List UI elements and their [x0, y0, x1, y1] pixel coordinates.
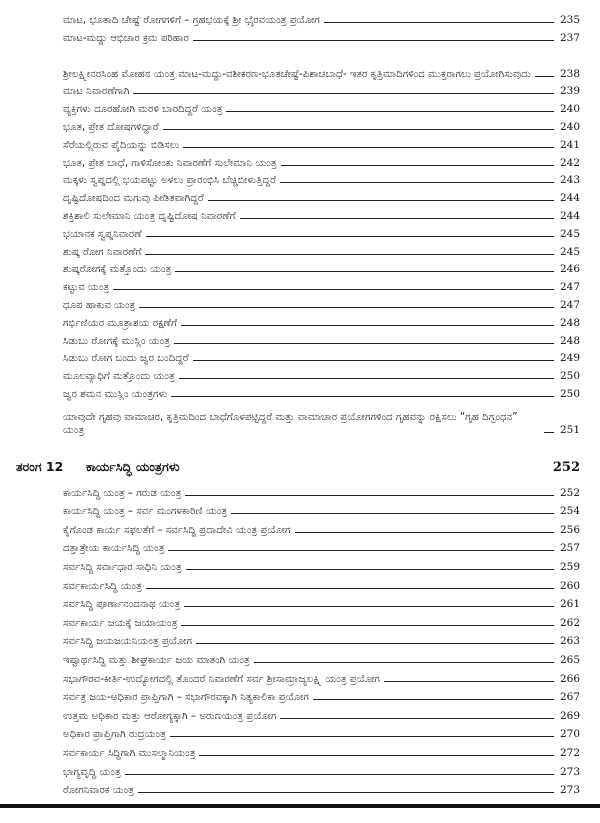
leader-line	[313, 699, 554, 700]
toc-entry-page: 243	[559, 174, 580, 187]
toc-entry-page: 244	[559, 192, 580, 205]
toc-entry-title: ಸೆರೆಯಲ್ಲಿರುವ ಪೈದಿಯನ್ನು ಬಿಡಿಸಲು	[63, 139, 183, 152]
toc-entry	[0, 116, 600, 134]
toc-entry	[0, 667, 600, 686]
toc-entry-title: ಸರ್ವಸಿದ್ಧಿ ಜಯಜಯನಿಯಂತ್ರ ಪ್ರಯೋಗ	[63, 635, 196, 648]
toc-entry-page: 248	[559, 334, 580, 347]
toc-entry-page: 248	[559, 316, 580, 329]
leader-line	[535, 76, 554, 77]
toc-entry-page: 246	[559, 263, 580, 276]
toc-entry-title: ಕೈಗೊಂಡ ಕಾರ್ಯ ಸಫಲತೆಗೆ – ಸರ್ವಸಿದ್ಧಿ ಪ್ರದಾದೇವಿ ಯಂತ್ರ ಪ್ರಯೋಗ	[63, 524, 295, 537]
toc-entry	[0, 723, 600, 742]
toc-entry-page: 240	[559, 103, 580, 116]
toc-entry	[0, 27, 600, 45]
toc-entry	[0, 686, 600, 705]
leader-line	[254, 662, 554, 663]
toc-entry-title: ಭಾಗ್ಯವೃದ್ಧಿ ಯಂತ್ರ	[63, 766, 125, 779]
toc-entry-page: 244	[559, 209, 580, 222]
toc-entry-page: 249	[559, 352, 580, 365]
toc-entry	[0, 9, 600, 27]
leader-line	[240, 218, 554, 219]
leader-line	[324, 22, 554, 23]
chapter-page-number: 252	[552, 459, 580, 475]
toc-entry-title: ಸರ್ವಕಾರ್ಯ ಜಯಕ್ಕೆ ಜಯಾಯಂತ್ರ	[63, 617, 181, 630]
leader-line	[174, 343, 554, 344]
toc-entry	[0, 187, 600, 205]
leader-line	[384, 681, 554, 682]
toc-entry-page: 238	[559, 67, 580, 80]
toc-entry	[0, 401, 600, 437]
toc-entry-page: 266	[559, 672, 580, 685]
toc-entry-title: ಶಕ್ತಿಶಾಲಿ ಸುಲೇಮಾನಿ ಯಂತ್ರ ದೃಷ್ಟಿದೋಷ ನಿವಾರಣೆಗೆ	[63, 210, 240, 223]
toc-entry-title: ಗರ್ಭಿಣಿಯರ ಮೂತ್ರಾಶಯ ರಕ್ಷಣೆಗೆ	[63, 317, 181, 330]
chapter-title: ಕಾರ್ಯಸಿದ್ಧಿ ಯಂತ್ರಗಳು	[86, 459, 180, 474]
toc-entry-page: 242	[559, 156, 580, 169]
leader-line	[544, 432, 554, 433]
toc-entry-title: ಜ್ವರ ಶಮನ ಮುಸ್ಲಿಂ ಯಂತ್ರಗಳು	[63, 388, 171, 401]
toc-entry-page: 245	[559, 227, 580, 240]
leader-line	[113, 289, 554, 290]
toc-entry	[0, 611, 600, 630]
leader-line	[181, 625, 554, 626]
toc-entry-title: ಸರ್ವಸಿದ್ಧಿ ಪೂರ್ಣಾನಂದನಾಥ ಯಂತ್ರ	[63, 598, 184, 611]
toc-entry	[0, 98, 600, 116]
toc-entry-page: 273	[559, 784, 580, 797]
toc-entry-page: 257	[559, 542, 580, 555]
toc-entry-page: 256	[559, 523, 580, 536]
toc-entry-page: 252	[559, 486, 580, 499]
leader-line	[184, 606, 554, 607]
toc-entry-title: ಶ್ರೀಲಕ್ಷ್ಮೀನರಸಿಂಹ ಮೋಹನ ಯಂತ್ರ ಮಾಟ-ಮದ್ದು-ವಶೀಕರಣ-ಭೂತಚೇಷ್ಟೆ-ಪಿಶಾಚಬಾಧೆ- ಇತರ ಕೃತ್ರಿಮಾದಿಗಳಿಂದ ಮುಕ್ತರಾಗಲು ಪ್ರಯೋಗಿಸುವುದು	[63, 68, 535, 81]
toc-entry-page: 269	[559, 709, 580, 722]
toc-entry	[0, 555, 600, 574]
toc-entry-title: ಸರ್ವಕಾರ್ಯ ಸಿದ್ಧಿಗಾಗಿ ಮುಸಲ್ಮಾನಿಯಂತ್ರ	[63, 747, 199, 760]
toc-entry-title: ಮಾಟ-ಮದ್ದು ಆಭಿಚಾರ ಕ್ರಮ ಪರಿಹಾರ	[63, 32, 193, 45]
toc-entry-page: 254	[559, 505, 580, 518]
toc-entry-title: ರೋಗನಿವಾರಕ ಯಂತ್ರ	[63, 784, 138, 797]
toc-entry	[0, 648, 600, 667]
toc-entry-title: ವ್ಯಕ್ತಿಗಳು ದೂರಹೋಗಿ ಮರಳಿ ಬಾರದಿದ್ದರೆ ಯಂತ್ರ	[63, 103, 226, 116]
leader-line	[186, 569, 554, 570]
toc-entry	[0, 630, 600, 649]
leader-line	[175, 271, 554, 272]
toc-entry	[0, 276, 600, 294]
toc-entry-page: 247	[559, 281, 580, 294]
leader-line	[196, 643, 554, 644]
toc-entry	[0, 134, 600, 152]
toc-entry-page: 272	[559, 746, 580, 759]
toc-entry-title: ಸಿಡುಬು ರೋಗ ಬಂದು ಜ್ವರ ಬಂದಿದ್ದರೆ	[63, 352, 193, 365]
toc-entry-page: 240	[559, 120, 580, 133]
toc-entry	[0, 45, 600, 81]
toc-entry-title: ಸಿಡುಬು ರೋಗಕ್ಕೆ ಮುಸ್ಲಿಂ ಯಂತ್ರ	[63, 335, 174, 348]
toc-entry	[0, 312, 600, 330]
toc-entry	[0, 365, 600, 383]
toc-entry	[0, 152, 600, 170]
toc-entry-title: ಸರ್ವತ್ರ ಜಯ-ಅಧಿಕಾರ ಪ್ರಾಪ್ತಿಗಾಗಿ – ಸಭಾಗೌರವಕ್ಕಾಗಿ ನಿತ್ಯಕಾಲಿಕಾ ಪ್ರಯೋಗ	[63, 691, 313, 704]
leader-line	[183, 147, 553, 148]
leader-line	[138, 792, 554, 793]
leader-line	[145, 254, 553, 255]
toc-entry	[0, 330, 600, 348]
toc-entry-page: 263	[559, 635, 580, 648]
leader-line	[193, 360, 554, 361]
toc-entry	[0, 741, 600, 760]
leader-line	[163, 129, 554, 130]
toc-entry	[0, 383, 600, 401]
toc-entry	[0, 593, 600, 612]
toc-entry-page: 261	[559, 598, 580, 611]
leader-line	[171, 396, 554, 397]
toc-entry-title: ಶುಷ್ಕರೋಗಕ್ಕೆ ಮತ್ತೊಂದು ಯಂತ್ರ	[63, 263, 175, 276]
leader-line	[231, 513, 554, 514]
toc-entry	[0, 574, 600, 593]
toc-entry-page: 247	[559, 298, 580, 311]
toc-entry-page: 250	[559, 370, 580, 383]
toc-entry-title: ಭೂತ, ಪ್ರೇತ ದೋಷಗಳಿದ್ದಾರೆ	[63, 121, 163, 134]
chapter-heading	[0, 456, 600, 478]
leader-line	[280, 718, 553, 719]
leader-line	[146, 236, 554, 237]
toc-entry-title: ದೃಷ್ಟಿದೋಷದಿಂದ ಮಗುವು ಪೀಡಿತವಾಗಿದ್ದರೆ	[63, 192, 208, 205]
toc-entry-title: ಸಭಾಗೌರವ-ಕೀರ್ತಿ-ಉದ್ಯೋಗದಲ್ಲಿ ತೊಂದರೆ ನಿವಾರಣೆಗೆ ಸರ್ವ ಶ್ರೀಸಾಮ್ರಾಜ್ಯಲಕ್ಷ್ಮಿ ಯಂತ್ರ ಪ್ರಯೋಗ	[63, 673, 384, 686]
toc-entry-title: ಕಾರ್ಯಸಿದ್ಧಿ ಯಂತ್ರ – ಗರುಡ ಯಂತ್ರ	[63, 487, 185, 500]
toc-entry-title: ಮಕ್ಕಳು ಸ್ವಪ್ನದಲ್ಲಿ ಭಯಪಟ್ಟು ಅಳಲು ಪ್ರಾರಂಭಿಸಿ ಬೆಚ್ಚಿಬೀಳುತ್ತಿದ್ದರೆ	[63, 174, 280, 187]
toc-entry-page: 235	[559, 13, 580, 26]
leader-line	[295, 532, 554, 533]
chapter-label: ತರಂಗ 12	[16, 459, 64, 474]
leader-line	[133, 93, 553, 94]
toc-entry-page: 251	[560, 423, 581, 436]
bottom-rule	[0, 804, 600, 808]
toc-entry-page: 239	[559, 85, 580, 98]
toc-entry-title: ಯಾವುದೇ ಗೃಹವು ವಾಮಾಚರ, ಕೃತ್ರಿಮದಿಂದ ಬಾಧೆಗೊಳಪಟ್ಟಿದ್ದರೆ ಮತ್ತು ವಾಮಾಚಾರ ಪ್ರಯೋಗಗಳಿಂದ ಗೃಹವನ್ನು ರಕ್ಷಿಸಲು “ಗೃಹ ದಿಗ್ಬಂಧನ” ಯಂತ್ರ	[63, 411, 544, 437]
toc-entry	[0, 518, 600, 537]
toc-entry-page: 270	[559, 728, 580, 741]
leader-line	[125, 774, 554, 775]
toc-entry-title: ದತ್ತಾತ್ರೇಯ ಕಾರ್ಯಸಿದ್ಧಿ ಯಂತ್ರ	[63, 542, 168, 555]
leader-line	[199, 755, 554, 756]
toc-entry-page: 245	[559, 245, 580, 258]
leader-line	[146, 588, 554, 589]
toc-entry-title: ಭಯಾನಕ ಸ್ವಪ್ನನಿವಾರಣೆ	[63, 228, 146, 241]
toc-entry	[0, 170, 600, 188]
toc-section-b	[0, 481, 600, 797]
toc-entry-page: 237	[559, 31, 580, 44]
toc-entry-title: ಉತ್ತಮ ಅಧಿಕಾರ ಮತ್ತು ಆರೋಗ್ಯಕ್ಕಾಗಿ – ಅರುಣಯಂತ್ರ ಪ್ರಯೋಗ	[63, 710, 280, 723]
leader-line	[226, 111, 553, 112]
toc-entry	[0, 500, 600, 519]
toc-entry	[0, 537, 600, 556]
toc-entry-title: ಅಧಿಕಾರ ಪ್ರಾಪ್ತಿಗಾಗಿ ರುದ್ರಯಂತ್ರ	[63, 728, 170, 741]
toc-entry	[0, 205, 600, 223]
toc-entry-page: 241	[559, 138, 580, 151]
leader-line	[168, 550, 554, 551]
toc-entry-title: ಕಟ್ಟುವ ಯಂತ್ರ	[63, 281, 113, 294]
toc-entry	[0, 481, 600, 500]
toc-entry	[0, 779, 600, 798]
leader-line	[139, 307, 554, 308]
toc-entry	[0, 704, 600, 723]
toc-entry-title: ಮಾಟ ನಿವಾರಣೆಗಾಗಿ	[63, 85, 133, 98]
toc-entry-title: ಶುಷ್ಕ ರೋಗ ನಿವಾರಣೆಗೆ	[63, 246, 145, 259]
toc-entry-page: 250	[559, 387, 580, 400]
toc-entry-title: ಮೂಲವ್ಯಾಧಿಗೆ ಮತ್ತೊಂದು ಯಂತ್ರ	[63, 370, 179, 383]
leader-line	[179, 378, 554, 379]
toc-entry	[0, 294, 600, 312]
toc-entry	[0, 348, 600, 366]
leader-line	[208, 200, 554, 201]
leader-line	[185, 495, 554, 496]
toc-entry	[0, 259, 600, 277]
toc-entry-page: 262	[559, 616, 580, 629]
toc-entry-page: 260	[559, 579, 580, 592]
toc-entry-title: ಇಷ್ಟಾರ್ಥಸಿದ್ಧಿ ಮತ್ತು ಶೀಘ್ರಕಾರ್ಯ ಜಯ ಮಾತಂಗಿ ಯಂತ್ರ	[63, 654, 254, 667]
toc-entry-page: 265	[559, 653, 580, 666]
toc-entry	[0, 223, 600, 241]
toc-entry-title: ಸರ್ವಸಿದ್ಧಿ ಸರ್ವಾಧಾರ ಸಾಧಿನಿ ಯಂತ್ರ	[63, 561, 186, 574]
leader-line	[170, 736, 554, 737]
toc-entry-page: 259	[559, 560, 580, 573]
leader-line	[181, 325, 554, 326]
toc-entry-title: ಭೂತ, ಪ್ರೇತ ಬಾಧೆ, ಗಾಳಿಸೋಂಕು ನಿವಾರಣೆಗೆ ಸುಲೇಮಾನಿ ಯಂತ್ರ	[63, 157, 281, 170]
toc-entry-title: ಮಾಟ, ಭೂತಾದಿ ಚೇಷ್ಟೆ ರೋಗಗಳಿಗೆ – ಗ್ರಹಭಯಕ್ಕೆ ಶ್ರೀ ಭೈರವಯಂತ್ರ ಪ್ರಯೋಗ	[63, 14, 324, 27]
toc-entry-page: 267	[559, 691, 580, 704]
toc-entry	[0, 760, 600, 779]
leader-line	[281, 165, 554, 166]
toc-entry-title: ಸರ್ವಕಾರ್ಯಸಿದ್ಧಿ ಯಂತ್ರ	[63, 580, 146, 593]
toc-entry	[0, 81, 600, 99]
toc-entry-title: ಕಾರ್ಯಸಿದ್ಧಿ ಯಂತ್ರ – ಸರ್ವ ಮಂಗಳಕಾರಿಣಿ ಯಂತ್ರ	[63, 505, 231, 518]
toc-entry-page: 273	[559, 765, 580, 778]
leader-line	[280, 182, 554, 183]
leader-line	[193, 40, 554, 41]
toc-entry	[0, 241, 600, 259]
toc-entry-title: ಧೂಪ ಹಾಕುವ ಯಂತ್ರ	[63, 299, 139, 312]
